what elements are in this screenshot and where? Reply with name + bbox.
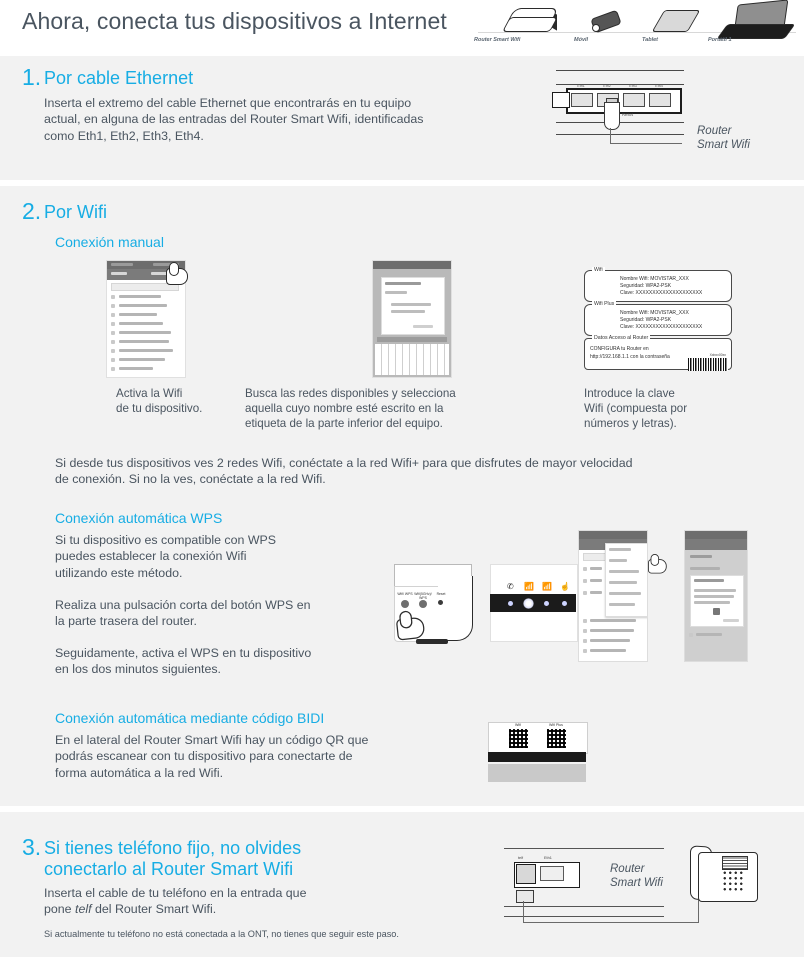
device-label-router: Router Smart Wifi [474,37,521,43]
phone-mock-wps-dialog [684,530,748,662]
bidi-paragraph-line-1: En el lateral del Router Smart Wifi hay un código QR que [55,733,369,747]
manual-caption-3-line-1: Introduce la clave [584,387,675,400]
card-wifiplus-key: Clave: XXXXXXXXXXXXXXXXXXXX [620,324,703,330]
wps-led-icon: ☝ [560,582,570,591]
wps-button-label-2: Wifi(5GHz)/ WPS [414,592,432,600]
wps-button-label-3: Reset [436,592,446,596]
bidi-subtitle: Conexión automática mediante código BIDI [55,710,325,726]
step-1-number: 1. [22,64,42,90]
manual-caption-1 [116,386,266,416]
manual-connection-subtitle: Conexión manual [55,234,164,250]
router-label-card [584,266,732,374]
step-1-body-line-2: actual, en alguna de las entradas del Router Smart Wifi, identificadas [44,112,424,127]
step-1-router-caption-line-1: Router [697,125,732,137]
wps-paragraph-3-line-1: Seguidamente, activa el WPS en tu dispositivo [55,646,312,660]
step-3-body-line-2 [44,901,504,917]
wps-subtitle: Conexión automática WPS [55,510,223,526]
step-3-body-line-2-post: del Router Smart Wifi. [91,902,217,917]
port-label-eth1: Eth1 [577,84,585,88]
card-router-access-line-2: http://192.168.1.1 con la contraseña [590,354,670,360]
wifi-led-icon: 📶 [524,582,534,591]
manual-caption-3-line-3: números y letras). [584,417,677,430]
step-1-router-caption-line-2: Smart Wifi [697,139,750,151]
step-2-number: 2. [22,198,42,224]
qr-label-wifiplus: Wifi Plus [549,723,563,727]
wps-paragraph-1-line-3: utilizando este método. [55,565,183,580]
wps-button-label-1: Wifi/ WPS [397,592,413,596]
step-3-body [44,885,504,918]
card-wifiplus-security: Seguridad: WPA2-PSK [620,317,672,323]
manual-caption-2 [245,386,535,431]
card-wifi-name: Nombre Wifi: MOVISTAR_XXX [620,276,689,282]
step-1-title: Por cable Ethernet [44,68,194,88]
step-1-router-caption [697,124,750,152]
page-title: Ahora, conecta tus dispositivos a Internet [22,8,447,34]
wps-paragraph-3-line-2: en los dos minutos siguientes. [55,662,221,677]
card-wifiplus-name: Nombre Wifi: MOVISTAR_XXX [620,310,689,316]
step-3-title-line-2: conectarlo al Router Smart Wifi [44,859,294,879]
mobile-phone-icon [592,12,620,34]
port-label-eth3: Eth3 [629,84,637,88]
phone-led-icon: ✆ [507,582,514,591]
card-router-access-title: Datos Acceso al Router [594,335,649,341]
manual-caption-3-line-2: Wifi (compuesta por [584,402,688,415]
card-wifi-key: Clave: XXXXXXXXXXXXXXXXXXXX [620,290,703,296]
wps-paragraph-1-line-1: Si tu dispositivo es compatible con WPS [55,533,277,547]
wps-paragraph-2-line-2: la parte trasera del router. [55,614,197,629]
step-3-router-caption [610,862,663,890]
manual-note [55,455,775,488]
manual-caption-1-line-1: Activa la Wifi [116,387,183,400]
phone-mock-wps-menu [578,530,648,662]
tablet-icon [656,8,696,34]
wps-paragraph-1 [55,532,395,581]
step-3-router-caption-line-1: Router [610,863,645,875]
device-label-tablet: Tablet [642,37,658,43]
card-wifi-title: Wifi [594,267,603,273]
router-qr-illustration [484,718,594,786]
wps-paragraph-3 [55,645,395,678]
manual-caption-1-line-2: de tu dispositivo. [116,402,203,415]
device-label-laptop: Portátil 1 [708,37,732,43]
step-3-number: 3. [22,834,42,860]
manual-caption-2-line-2: aquella cuyo nombre esté escrito en la [245,402,444,415]
step-3-router-caption-line-2: Smart Wifi [610,877,663,889]
wps-paragraph-1-line-2: puedes establecer la conexión Wifi [55,549,247,564]
step-1-router-diagram [548,62,688,158]
qr-code-wifi-icon [509,729,528,748]
wps-paragraph-2 [55,597,395,630]
laptop-icon [722,2,792,42]
step-1-body-line-1: Inserta el extremo del cable Ethernet que encontrarás en tu equipo [44,96,412,110]
wifi5-led-icon: 📶 [542,582,552,591]
page-header [0,0,804,52]
card-wifi-security: Seguridad: WPA2-PSK [620,283,672,289]
manual-note-line-2: de conexión. Si no la ves, conéctate a la red Wifi. [55,472,326,487]
step-3-body-line-1: Inserta el cable de tu teléfono en la entrada que [44,886,307,900]
step-3-title-line-1: Si tienes teléfono fijo, no olvides [44,838,302,858]
manual-caption-2-line-1: Busca las redes disponibles y selecciona [245,387,456,400]
card-wifiplus-title: Wifi Plus [594,301,615,307]
manual-caption-2-line-3: etiqueta de la parte inferior del equipo. [245,417,443,430]
reset-label: Reset [622,112,633,117]
port-label-eth4: Eth4 [655,84,663,88]
device-strip [470,2,804,50]
device-label-mobile: Móvil [574,37,589,43]
step-3-body-telf-emphasis: telf [75,902,92,917]
step-1-body-line-3: como Eth1, Eth2, Eth3, Eth4. [44,128,204,143]
manual-caption-3 [584,386,754,431]
barcode-icon [688,358,728,371]
bidi-paragraph-line-3: forma automática a la red Wifi. [55,765,224,780]
router-leds-illustration [490,560,578,656]
bidi-paragraph [55,732,455,781]
step-2-title: Por Wifi [44,202,107,222]
step-1-body [44,95,544,144]
step-3-body-line-2-pre: pone [44,902,76,917]
qr-label-wifi: Wifi [515,723,521,727]
wps-paragraph-2-line-1: Realiza una pulsación corta del botón WPS en [55,598,311,612]
step-3-title [44,838,301,880]
port-label-telf: telf [518,856,524,860]
port-label-eth1-step3: Eth1 [544,856,552,860]
card-router-access-line-1: CONFIGURA tu Router en [590,346,649,352]
router-icon [504,6,560,36]
manual-note-line-1: Si desde tus dispositivos ves 2 redes Wifi, conéctate a la red Wifi+ para que disfrutes de mayor velocidad [55,456,633,470]
router-wps-buttons-illustration [390,560,478,656]
step-3-footnote: Si actualmente tu teléfono no está conectada a la ONT, no tienes que seguir este paso. [44,929,399,939]
bidi-paragraph-line-2: podrás escanear con tu dispositivo para conectarte de [55,749,353,764]
qr-code-wifiplus-icon [547,729,566,748]
phone-mock-password-entry [372,260,452,378]
barcode-label: Xxbxx00xx [709,353,726,357]
port-label-eth2: Eth2 [603,84,611,88]
